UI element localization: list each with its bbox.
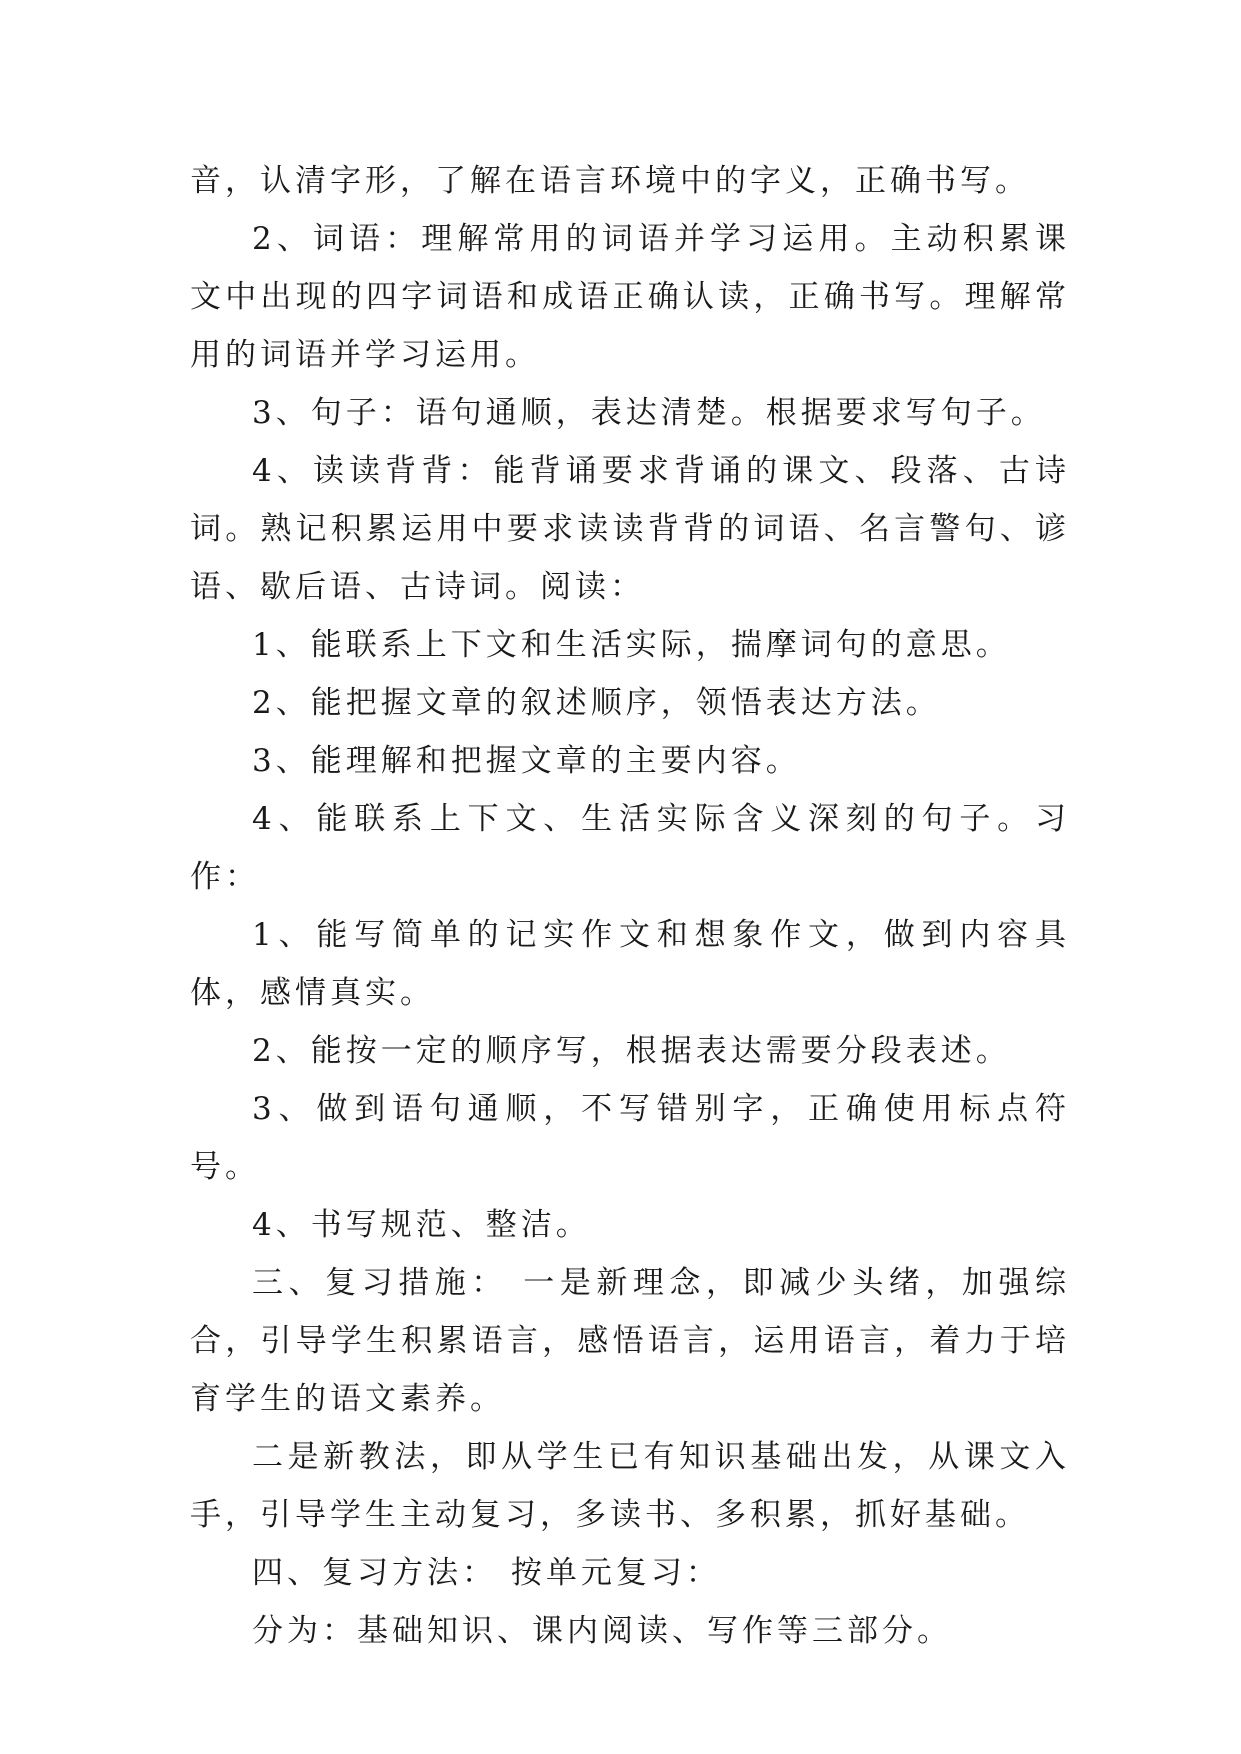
document-body — [190, 152, 1070, 1660]
paragraph-12: 4、书写规范、整洁。 — [252, 1207, 591, 1243]
paragraph-6: 2、能把握文章的叙述顺序，领悟表达方法。 — [252, 685, 941, 721]
paragraph-5: 1、能联系上下文和生活实际，揣摩词句的意思。 — [252, 627, 1011, 663]
paragraph-15: 四、复习方法： 按单元复习： — [252, 1555, 721, 1591]
paragraph-2: 2、词语：理解常用的词语并学习运用。主动积累课文中出现的四字词语和成语正确认读，正确书写。理解常用的词语并学习运用。 — [190, 221, 1070, 373]
paragraph-16: 分为：基础知识、课内阅读、写作等三部分。 — [252, 1613, 952, 1649]
paragraph-1: 音，认清字形，了解在语言环境中的字义，正确书写。 — [190, 163, 1030, 199]
paragraph-13: 三、复习措施： 一是新理念，即减少头绪，加强综合，引导学生积累语言，感悟语言，运用语言，着力于培育学生的语文素养。 — [190, 1265, 1070, 1417]
paragraph-14: 二是新教法，即从学生已有知识基础出发，从课文入手，引导学生主动复习，多读书、多积累，抓好基础。 — [190, 1439, 1070, 1533]
paragraph-11: 3、做到语句通顺，不写错别字，正确使用标点符号。 — [190, 1091, 1070, 1185]
paragraph-10: 2、能按一定的顺序写，根据表达需要分段表述。 — [252, 1033, 1011, 1069]
paragraph-7: 3、能理解和把握文章的主要内容。 — [252, 743, 801, 779]
paragraph-9: 1、能写简单的记实作文和想象作文，做到内容具体，感情真实。 — [190, 917, 1070, 1011]
paragraph-8: 4、能联系上下文、生活实际含义深刻的句子。习作： — [190, 801, 1070, 895]
paragraph-3: 3、句子：语句通顺，表达清楚。根据要求写句子。 — [252, 395, 1046, 431]
paragraph-4: 4、读读背背：能背诵要求背诵的课文、段落、古诗词。熟记积累运用中要求读读背背的词语、名言警句、谚语、歇后语、古诗词。阅读： — [190, 453, 1070, 605]
